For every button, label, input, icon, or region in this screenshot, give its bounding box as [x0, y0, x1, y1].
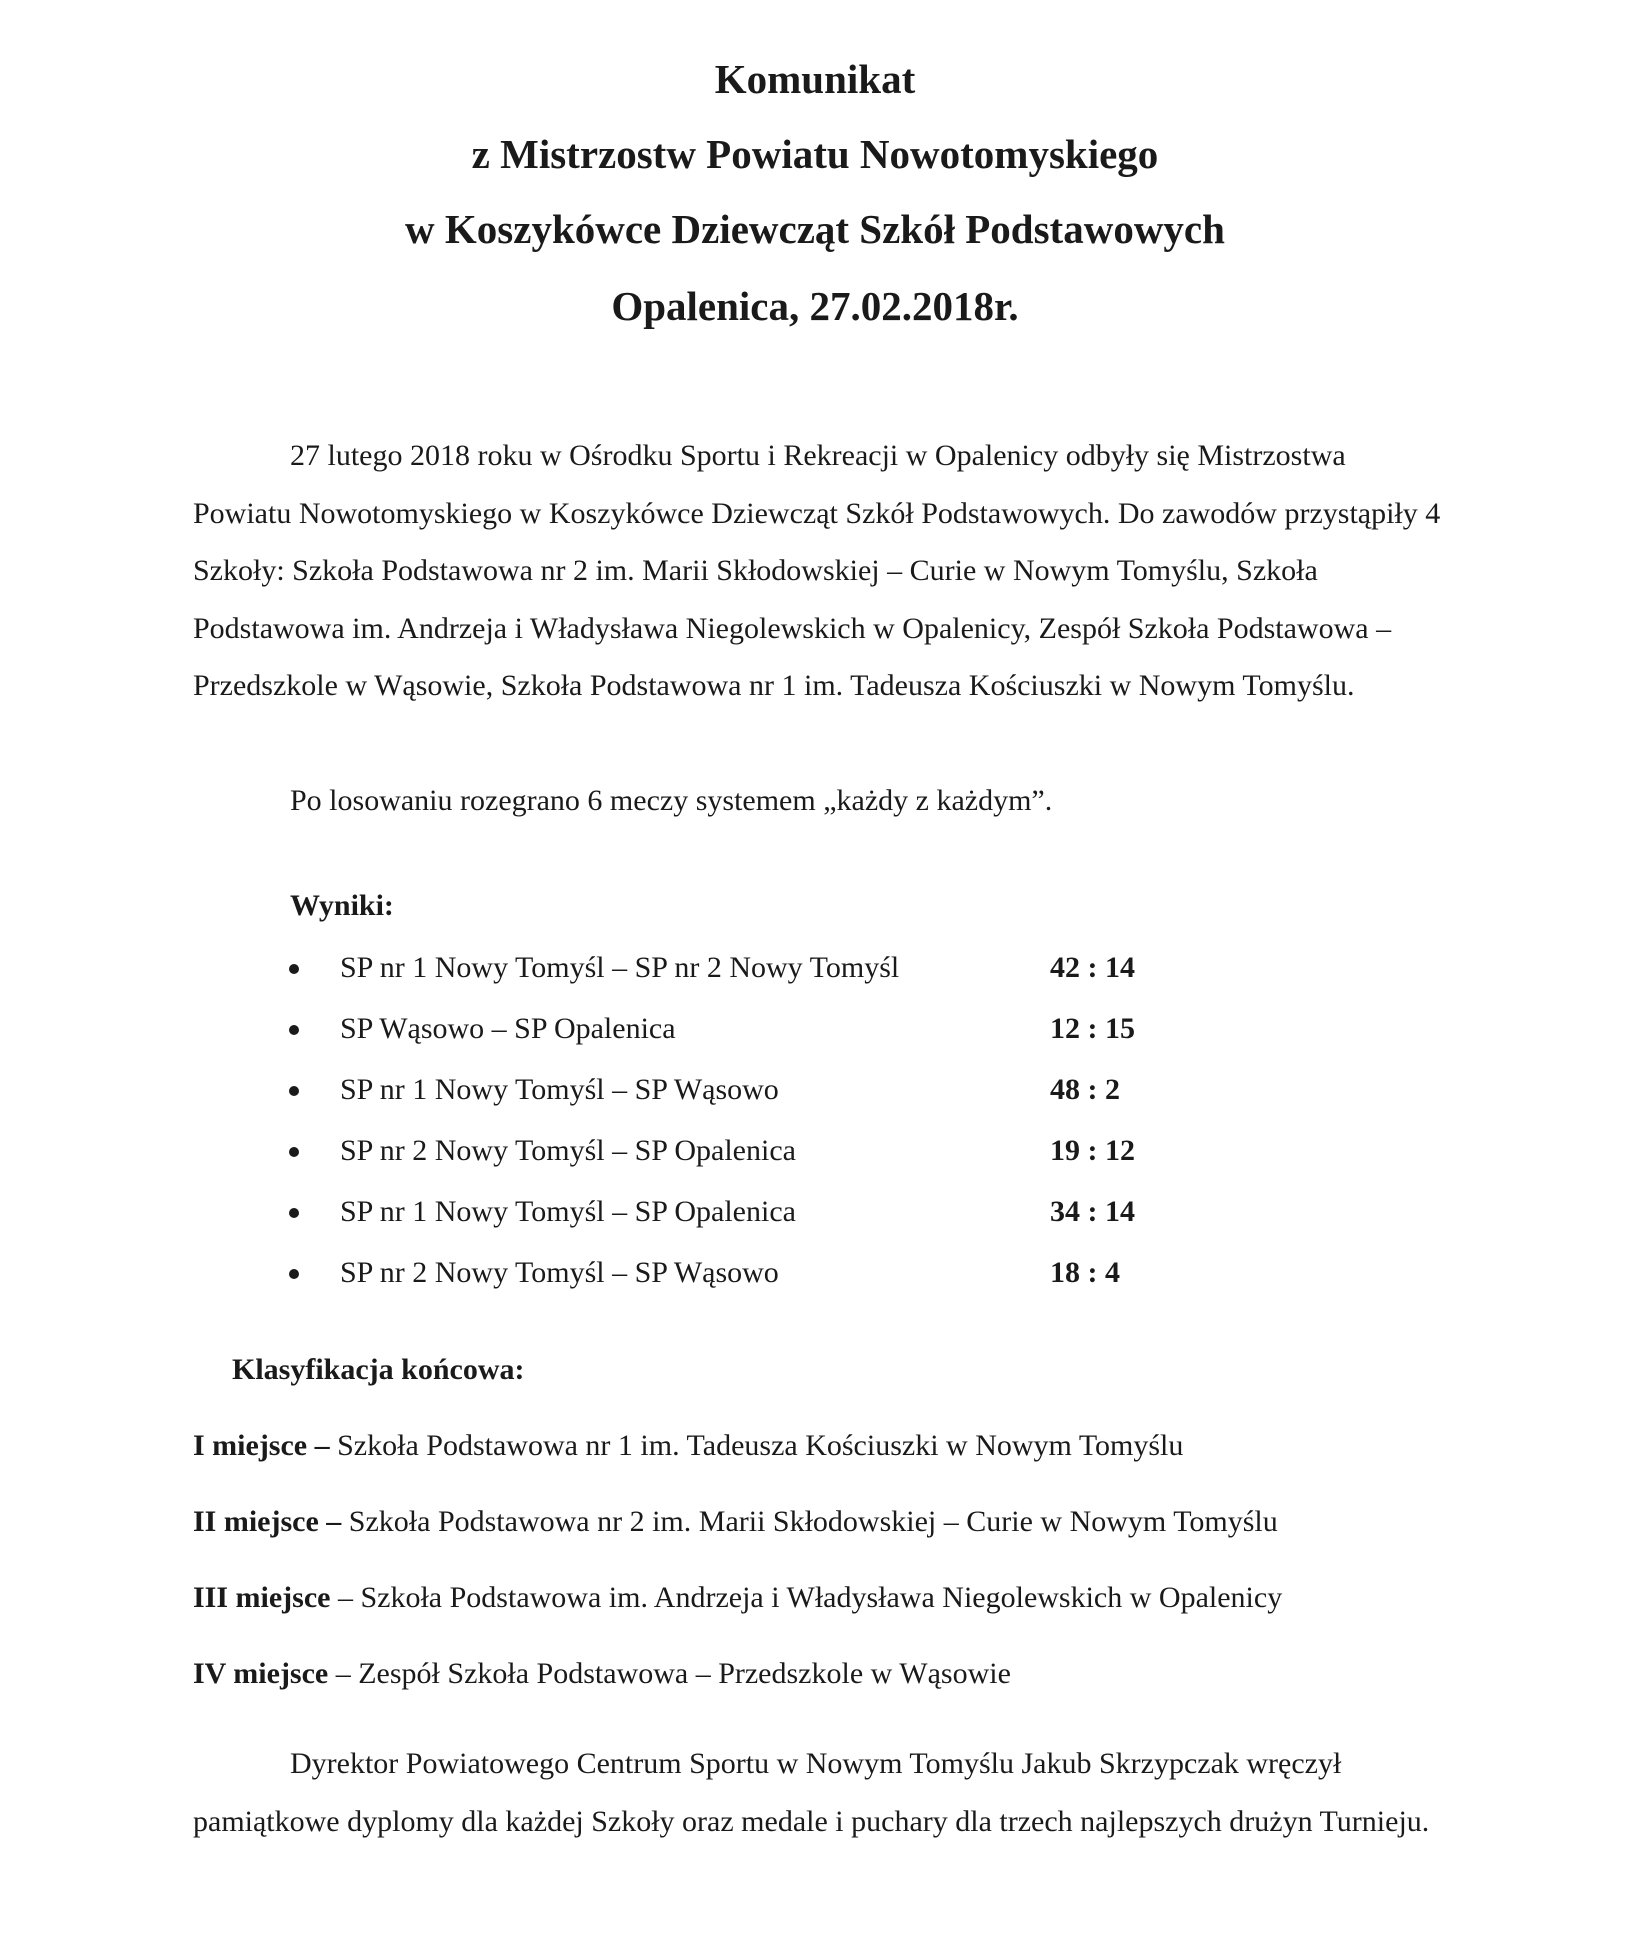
result-match: SP nr 1 Nowy Tomyśl – SP Opalenica — [340, 1195, 796, 1228]
place-label: II miejsce — [193, 1505, 319, 1538]
bullet-icon — [289, 1086, 299, 1096]
document-subtitle-place-date: Opalenica, 27.02.2018r. — [611, 283, 1019, 329]
document-subtitle-discipline: w Koszykówce Dziewcząt Szkół Podstawowych — [405, 206, 1225, 252]
bullet-icon — [289, 1147, 299, 1157]
place-separator: – — [318, 1505, 342, 1538]
draw-paragraph: Po losowaniu rozegrano 6 meczy systemem „każdy z każdym”. — [290, 784, 1053, 817]
place-school: Szkoła Podstawowa im. Andrzeja i Władysława Niegolewskich w Opalenicy — [352, 1581, 1283, 1614]
result-match: SP nr 1 Nowy Tomyśl – SP nr 2 Nowy Tomyśl — [340, 951, 900, 984]
classification-heading: Klasyfikacja końcowa: — [232, 1353, 525, 1386]
document-title: Komunikat — [714, 56, 916, 102]
place-second — [193, 1498, 1278, 1546]
result-score: 48 : 2 — [1050, 1073, 1120, 1106]
result-score: 19 : 12 — [1050, 1134, 1135, 1167]
result-score: 34 : 14 — [1050, 1195, 1135, 1228]
bullet-icon — [289, 964, 299, 974]
results-heading: Wyniki: — [290, 889, 394, 922]
result-match: SP Wąsowo – SP Opalenica — [340, 1012, 676, 1045]
result-row — [0, 1249, 1630, 1310]
result-match: SP nr 2 Nowy Tomyśl – SP Opalenica — [340, 1134, 796, 1167]
document-subtitle-event: z Mistrzostw Powiatu Nowotomyskiego — [471, 131, 1159, 177]
place-first — [193, 1422, 1183, 1470]
result-match: SP nr 1 Nowy Tomyśl – SP Wąsowo — [340, 1073, 779, 1106]
place-school: Szkoła Podstawowa nr 2 im. Marii Skłodowskiej – Curie w Nowym Tomyślu — [341, 1505, 1278, 1538]
result-score: 42 : 14 — [1050, 951, 1135, 984]
place-separator: – — [307, 1429, 330, 1462]
place-label: IV miejsce — [193, 1657, 329, 1690]
result-match: SP nr 2 Nowy Tomyśl – SP Wąsowo — [340, 1256, 779, 1289]
place-label: I miejsce — [193, 1429, 308, 1462]
result-row — [0, 1188, 1630, 1249]
result-row — [0, 1005, 1630, 1066]
bullet-icon — [289, 1025, 299, 1035]
intro-paragraph: 27 lutego 2018 roku w Ośrodku Sportu i Rekreacji w Opalenicy odbyły się Mistrzostwa Powiatu Nowotomyskiego w Koszykówce Dziewcząt Szkół Podstawowych. Do zawodów przystąpiły 4 Szkoły: Szkoła Podstawowa nr 2 im. Marii Skłodowskiej – Curie w Nowym Tomyślu, Szkoła Podstawowa im. Andrzeja i Władysława Niegolewskich w Opalenicy, Zespół Szkoła Podstawowa – Przedszkole w Wąsowie, Szkoła Podstawowa nr 1 im. Tadeusza Kościuszki w Nowym Tomyślu. — [193, 439, 1441, 702]
place-third — [193, 1574, 1282, 1622]
place-school: Zespół Szkoła Podstawowa – Przedszkole w Wąsowie — [350, 1657, 1011, 1690]
place-label: III miejsce — [193, 1581, 331, 1614]
closing-paragraph: Dyrektor Powiatowego Centrum Sportu w Nowym Tomyślu Jakub Skrzypczak wręczył pamiątkowe dyplomy dla każdej Szkoły oraz medale i puchary dla trzech najlepszych drużyn Turnieju. — [193, 1747, 1430, 1838]
result-row — [0, 944, 1630, 1005]
result-row — [0, 1066, 1630, 1127]
results-list — [0, 944, 1630, 1310]
bullet-icon — [289, 1208, 299, 1218]
bullet-icon — [289, 1269, 299, 1279]
place-separator: – — [328, 1657, 351, 1690]
result-row — [0, 1127, 1630, 1188]
place-separator: – — [330, 1581, 353, 1614]
place-fourth — [193, 1650, 1011, 1698]
place-school: Szkoła Podstawowa nr 1 im. Tadeusza Kościuszki w Nowym Tomyślu — [329, 1429, 1184, 1462]
result-score: 18 : 4 — [1050, 1256, 1120, 1289]
result-score: 12 : 15 — [1050, 1012, 1135, 1045]
